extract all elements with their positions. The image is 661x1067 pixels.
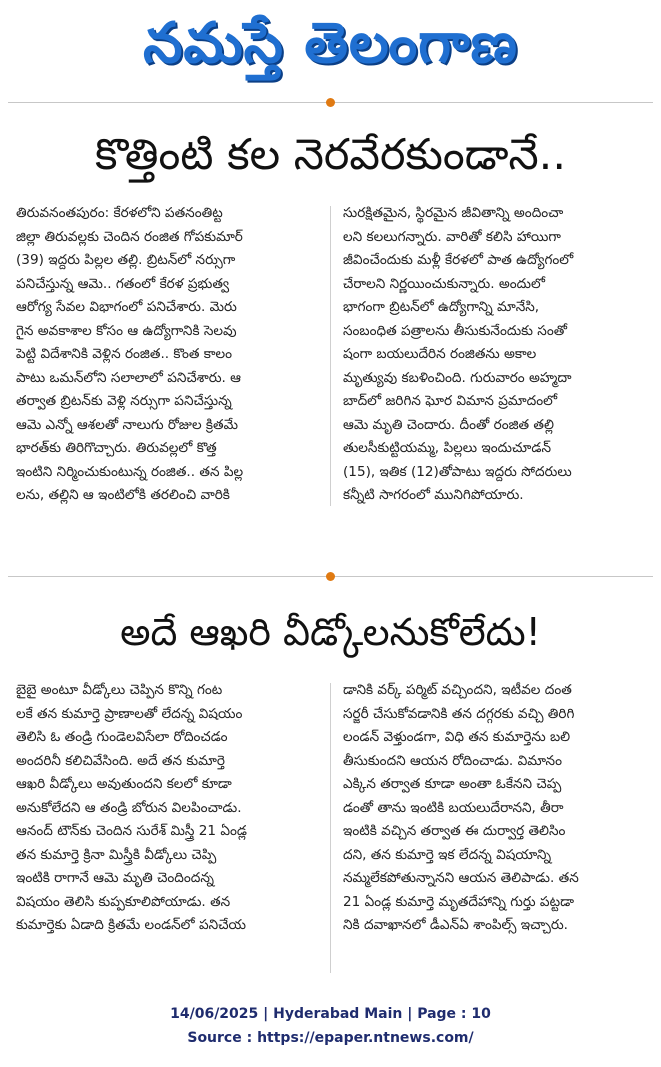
- text-line: పెట్టి విదేశానికి వెళ్లిన రంజిత.. కొంత కాలం: [16, 346, 233, 362]
- section-divider: [8, 570, 653, 584]
- text-line: దని, తన కుమార్తె ఇక లేదన్న విషయాన్ని: [343, 846, 552, 863]
- text-line: ఆమె ఎన్నో ఆశలతో నాలుగు రోజుల క్రితమే: [16, 416, 238, 433]
- text-line: సురక్షితమైన, స్థిరమైన జీవితాన్ని అందించా: [343, 205, 564, 221]
- text-line: పనిచేస్తున్న ఆమె.. గతంలో కేరళ ప్రభుత్వ: [16, 275, 230, 292]
- article1-column-left: [16, 202, 322, 508]
- text-line: డానికి వర్క్ పర్మిట్ వచ్చిందని, ఇటీవల దంత: [343, 682, 572, 698]
- divider-dot: [326, 98, 335, 107]
- text-line: నమ్మలేకపోతున్నానని ఆయన తెలిపాడు. తన: [343, 870, 579, 886]
- text-line: కుమార్తెకు ఏడాది క్రితమే లండన్‌లో పనిచేయ: [16, 917, 247, 933]
- text-line: పాటు ఒమన్‌లోని సలాలాలో పనిచేశారు. ఆ: [16, 369, 242, 386]
- text-line: లని కలలుగన్నారు. వారితో కలిసి హాయిగా: [343, 228, 561, 245]
- text-line: తులసీకుట్టియమ్మ, పిల్లలు ఇందుచూడన్: [343, 440, 551, 456]
- text-line: బైబై అంటూ వీడ్కోలు చెప్పిన కొన్ని గంట: [16, 682, 223, 698]
- column-rule: [330, 206, 331, 506]
- text-line: తన కుమార్తె క్రినా మిస్త్రీకి వీడ్కోలు చెప్పి: [16, 846, 217, 863]
- section-divider: [8, 96, 653, 110]
- divider-dot: [326, 572, 335, 581]
- text-line: తెలిసి ఓ తండ్రి గుండెలవిసేలా రోదించడం: [16, 729, 228, 745]
- text-line: ఇంటికి వచ్చిన తర్వాత ఈ దుర్వార్త తెలిసిం: [343, 823, 566, 839]
- text-line: (39) ఇద్దరు పిల్లల తల్లి. బ్రిటన్‌లో నర్సుగా: [16, 252, 236, 268]
- text-line: జీవించేందుకు మళ్లీ కేరళలో పాత ఉద్యోగంలో: [343, 252, 574, 268]
- text-line: సర్జరీ చేసుకోవడానికి తన దగ్గరకు వచ్చి తిరిగి: [343, 705, 575, 722]
- text-line: చేరాలని నిర్ణయించుకున్నారు. అందులో: [343, 275, 545, 292]
- text-line: డంతో తాను ఇంటికి బయలుదేరానని, తీరా: [343, 799, 564, 816]
- text-line: ఆమె మృతి చెందారు. దీంతో రంజిత తల్లి: [343, 416, 554, 433]
- text-line: ఆఖరి వీడ్కోలు అవుతుందని కలలో కూడా: [16, 776, 232, 792]
- text-line: లండన్ వెళ్తుండగా, విధి తన కుమార్తెను బలి: [343, 729, 571, 745]
- text-line: ఎక్కిన తర్వాత కూడా అంతా ఓకేనని చెప్ప: [343, 776, 562, 792]
- text-line: తర్వాత బ్రిటన్‌కు వెళ్లి నర్సుగా పనిచేస్తున్న: [16, 393, 232, 409]
- text-line: తీసుకుందని ఆయన రోదించాడు. విమానం: [343, 752, 562, 769]
- text-line: లకే తన కుమార్తె ప్రాణాలతో లేదన్న విషయం: [16, 705, 243, 722]
- text-line: ఇంటికి రాగానే ఆమె మృతి చెందిందన్న: [16, 870, 214, 886]
- article1-headline: కొత్తింటి కల నెరవేరకుండానే..: [94, 130, 567, 180]
- footer-date-edition: 14/06/2025 | Hyderabad Main | Page : 10: [170, 1006, 491, 1022]
- text-line: భారత్‌కు తిరిగొచ్చారు. తిరువల్లలో కొత్త: [16, 440, 217, 456]
- text-line: ఆనంద్ టౌన్‌కు చెందిన సురేశ్ మిస్త్రీ 21 ఏండ్ల: [16, 823, 247, 839]
- footer-source: Source : https://epaper.ntnews.com/: [187, 1030, 474, 1046]
- article2-column-left: [16, 679, 322, 938]
- text-line: ఆరోగ్య సేవల విభాగంలో పనిచేశారు. మెరు: [16, 299, 237, 315]
- text-line: 21 ఏండ్ల కుమార్తె మృతదేహాన్ని గుర్తు పట్టడా: [343, 893, 574, 910]
- article2-column-right: [343, 679, 649, 938]
- text-line: జిల్లా తిరువల్లకు చెందిన రంజిత గోపకుమార్: [16, 228, 243, 245]
- text-line: షంగా బయలుదేరిన రంజితను అకాల: [343, 346, 537, 362]
- column-rule: [330, 683, 331, 973]
- article2-headline: అదే ఆఖరి వీడ్కోలనుకోలేదు!: [120, 610, 541, 654]
- text-line: గైన అవకాశాల కోసం ఆ ఉద్యోగానికి సెలవు: [16, 322, 237, 339]
- text-line: భాగంగా బ్రిటన్‌లో ఉద్యోగాన్ని మానేసి,: [343, 299, 540, 315]
- masthead-logo: నమస్తే తెలంగాణ: [143, 11, 518, 76]
- text-line: బాద్‌లో జరిగిన ఘోర విమాన ప్రమాదంలో: [343, 393, 558, 409]
- article1-column-right: [343, 202, 649, 508]
- text-line: సంబంధిత పత్రాలను తీసుకునేందుకు సంతో: [343, 322, 567, 339]
- text-line: నికి దవాఖానలో డీఎన్ఏ శాంపిల్స్ ఇచ్చారు.: [343, 917, 568, 933]
- text-line: తిరువనంతపురం: కేరళలోని పతనంతిట్ట: [16, 205, 223, 221]
- text-line: అందరినీ కలిచివేసింది. అదే తన కుమార్తె: [16, 752, 225, 769]
- text-line: లను, తల్లిని ఆ ఇంటిలోకి తరలించి వారికి: [16, 487, 230, 503]
- text-line: (15), ఇతిక (12)తోపాటు ఇద్దరు సోదరులు: [343, 463, 572, 480]
- text-line: విషయం తెలిసి కుప్పకూలిపోయాడు. తన: [16, 893, 231, 910]
- text-line: కన్నీటి సాగరంలో మునిగిపోయారు.: [343, 487, 524, 503]
- text-line: మృత్యువు కబళించింది. గురువారం అహ్మదా: [343, 369, 572, 386]
- text-line: అనుకోలేదని ఆ తండ్రి బోరున విలపించాడు.: [16, 799, 242, 816]
- text-line: ఇంటిని నిర్మించుకుంటున్న రంజిత.. తన పిల్ల: [16, 463, 244, 480]
